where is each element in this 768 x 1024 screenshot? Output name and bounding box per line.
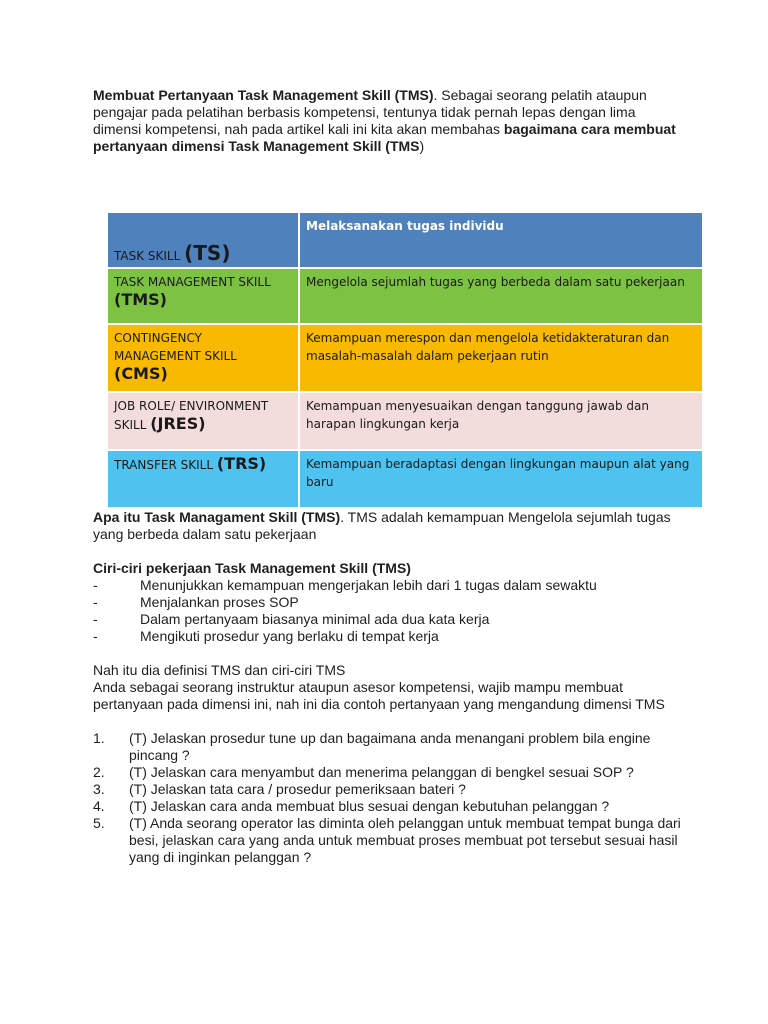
question-number: 2. — [93, 764, 105, 780]
dimension-desc: Melaksanakan tugas individu — [299, 212, 703, 268]
closing-line: Nah itu dia definisi TMS dan ciri-ciri TMS — [93, 662, 346, 678]
dimension-name: TASK SKILL — [114, 249, 185, 263]
table-row-cms — [107, 324, 703, 392]
list-item-text: Menjalankan proses SOP — [140, 594, 299, 610]
question-item — [93, 798, 683, 815]
dimension-name: CONTINGENCY MANAGEMENT SKILL — [114, 331, 237, 363]
dimension-desc: Kemampuan beradaptasi dengan lingkungan maupun alat yang baru — [299, 450, 703, 508]
definition-title: Apa itu Task Managament Skill (TMS) — [93, 509, 341, 525]
question-item — [93, 781, 683, 798]
question-item — [93, 815, 683, 866]
table-row-trs — [107, 450, 703, 508]
dimension-abbr: (TRS) — [216, 454, 267, 473]
body-section — [93, 509, 683, 866]
list-item — [93, 628, 683, 645]
table-row-ts — [107, 212, 703, 268]
intro-close: ) — [419, 138, 425, 154]
dimension-name-cell — [107, 212, 299, 268]
definition-paragraph — [93, 509, 683, 543]
dimension-name: TRANSFER SKILL — [114, 458, 217, 472]
definition-text: . TMS adalah kemampuan Mengelola sejumlah tugas yang berbeda dalam satu pekerjaan — [93, 509, 671, 542]
question-number: 4. — [93, 798, 105, 814]
ciri-heading: Ciri-ciri pekerjaan Task Management Skill (TMS) — [93, 560, 411, 576]
intro-title: Membuat Pertanyaan Task Management Skill (TMS) — [93, 87, 434, 103]
list-item-text: Mengikuti prosedur yang berlaku di tempat kerja — [140, 628, 439, 644]
bullet-marker: - — [93, 594, 98, 610]
bullet-marker: - — [93, 577, 98, 593]
closing-paragraph: Anda sebagai seorang instruktur ataupun asesor kompetensi, wajib mampu membuat pertanyaan pada dimensi ini, nah ini dia contoh pertanyaan yang mengandung dimensi TMS — [93, 679, 665, 712]
dimension-abbr: (TMS) — [114, 290, 167, 309]
table-row-jres — [107, 392, 703, 450]
dimension-desc: Kemampuan merespon dan mengelola ketidakteraturan dan masalah-masalah dalam pekerjaan rutin — [299, 324, 703, 392]
question-text: (T) Jelaskan prosedur tune up dan bagaimana anda menangani problem bila engine pincang ? — [129, 730, 651, 763]
question-text: (T) Anda seorang operator las diminta oleh pelanggan untuk membuat tempat bunga dari besi, jelaskan cara yang anda untuk membuat proses membuat pot tersebut sesuai hasil yang di inginkan pelanggan ? — [129, 815, 681, 865]
list-item — [93, 577, 683, 594]
dimension-abbr: (TS) — [184, 241, 231, 265]
bullet-marker: - — [93, 611, 98, 627]
dimension-name-cell — [107, 268, 299, 324]
question-item — [93, 730, 683, 764]
intro-topic: bagaimana cara membuat pertanyaan dimensi Task Management Skill (TMS — [93, 121, 676, 154]
list-item — [93, 594, 683, 611]
dimension-name-cell — [107, 392, 299, 450]
question-text: (T) Jelaskan cara anda membuat blus sesuai dengan kebutuhan pelanggan ? — [129, 798, 610, 814]
list-item — [93, 611, 683, 628]
dimension-name-cell — [107, 324, 299, 392]
intro-text: . Sebagai seorang pelatih ataupun pengajar pada pelatihan berbasis kompetensi, tentunya tidak pernah lepas dengan lima dimensi kompetensi, nah pada artikel kali ini kita akan membahas — [93, 87, 647, 137]
question-number: 1. — [93, 730, 105, 746]
question-text: (T) Jelaskan cara menyambut dan menerima pelanggan di bengkel sesuai SOP ? — [129, 764, 634, 780]
question-text: (T) Jelaskan tata cara / prosedur pemeriksaan bateri ? — [129, 781, 466, 797]
bullet-marker: - — [93, 628, 98, 644]
question-number: 5. — [93, 815, 105, 831]
table-row-tms — [107, 268, 703, 324]
intro-paragraph — [93, 87, 683, 155]
dimension-name-cell — [107, 450, 299, 508]
question-item — [93, 764, 683, 781]
question-number: 3. — [93, 781, 105, 797]
dimension-abbr: (CMS) — [114, 364, 168, 383]
dimension-abbr: (JRES) — [150, 414, 206, 433]
list-item-text: Dalam pertanyaam biasanya minimal ada dua kata kerja — [140, 611, 490, 627]
dimension-desc: Mengelola sejumlah tugas yang berbeda dalam satu pekerjaan — [299, 268, 703, 324]
competency-dimension-table — [106, 211, 704, 509]
list-item-text: Menunjukkan kemampuan mengerjakan lebih dari 1 tugas dalam sewaktu — [140, 577, 597, 593]
dimension-name: JOB ROLE/ ENVIRONMENT SKILL — [114, 399, 269, 432]
dimension-name: TASK MANAGEMENT SKILL — [114, 275, 271, 289]
intro-section — [93, 87, 683, 155]
dimension-desc: Kemampuan menyesuaikan dengan tanggung jawab dan harapan lingkungan kerja — [299, 392, 703, 450]
